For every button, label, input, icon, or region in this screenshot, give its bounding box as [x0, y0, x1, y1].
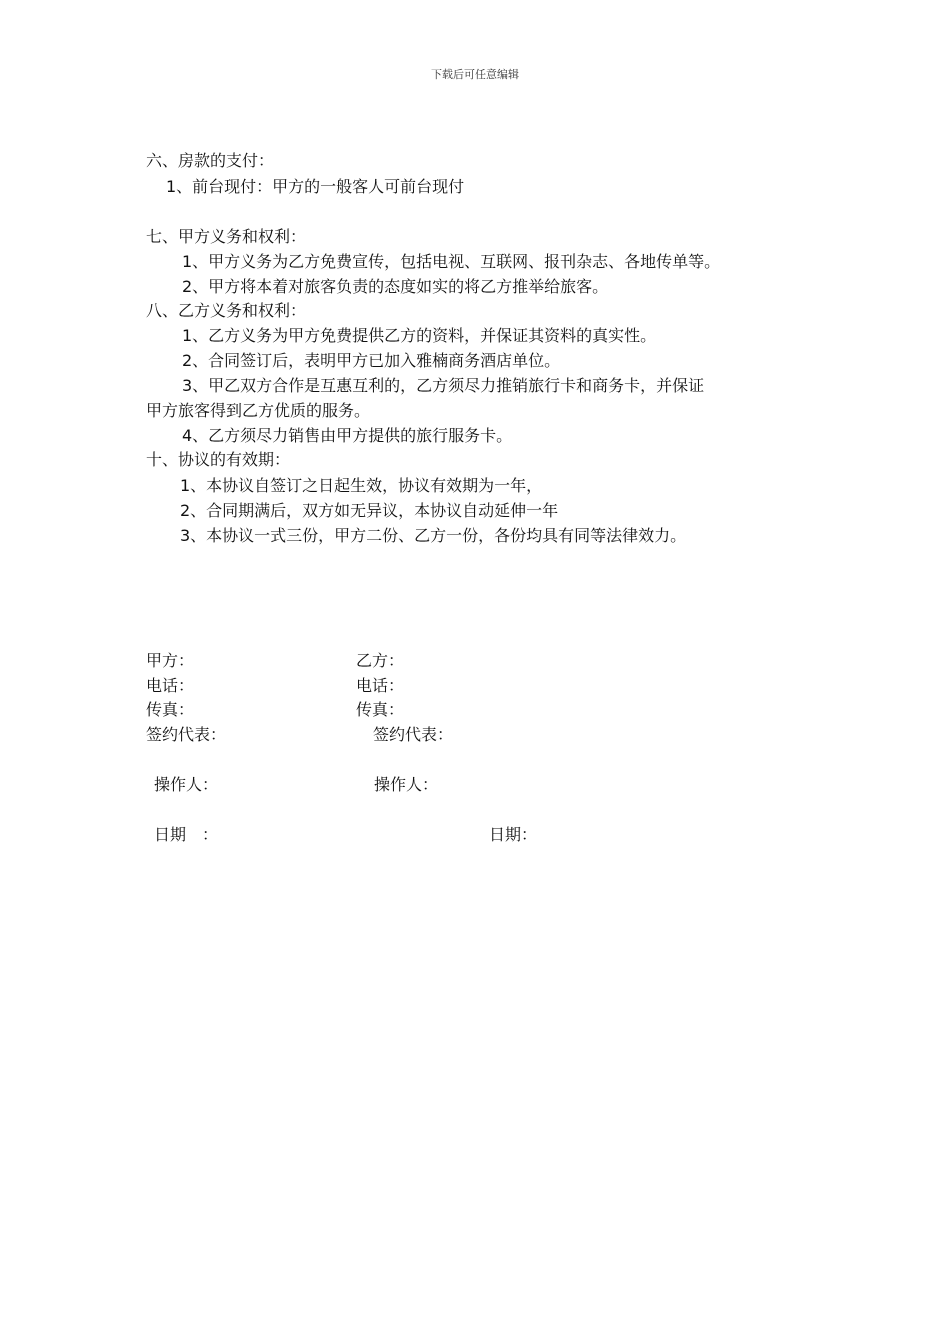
- clause-item: 1、乙方义务为甲方免费提供乙方的资料，并保证其资料的真实性。: [182, 326, 657, 345]
- party-a-date-label: 日期 ：: [154, 825, 219, 844]
- clause-item: 2、合同期满后，双方如无异议，本协议自动延伸一年: [180, 501, 559, 520]
- party-a-operator-label: 操作人：: [154, 775, 219, 794]
- page-header: 下载后可任意编辑: [431, 68, 519, 81]
- clause-item: 2、甲方将本着对旅客负责的态度如实的将乙方推举给旅客。: [182, 277, 609, 296]
- clause-item: 1、甲方义务为乙方免费宣传，包括电视、互联网、报刊杂志、各地传单等。: [182, 252, 721, 271]
- party-a-rep-label: 签约代表：: [146, 725, 227, 744]
- clause-item: 4、乙方须尽力销售由甲方提供的旅行服务卡。: [182, 426, 513, 445]
- section-title: 六、房款的支付：: [146, 151, 275, 170]
- section-title: 十、协议的有效期：: [146, 450, 291, 469]
- section-title: 八、乙方义务和权利：: [146, 301, 307, 320]
- party-a-label: 甲方：: [146, 651, 195, 670]
- clause-item: 3、本协议一式三份，甲方二份、乙方一份，各份均具有同等法律效力。: [180, 526, 687, 545]
- party-b-fax-label: 传真：: [356, 700, 405, 719]
- clause-item: 1、本协议自签订之日起生效，协议有效期为一年，: [180, 476, 543, 495]
- party-b-date-label: 日期：: [489, 825, 538, 844]
- clause-item: 1、前台现付：甲方的一般客人可前台现付: [166, 177, 465, 196]
- party-a-phone-label: 电话：: [146, 676, 195, 695]
- clause-item-continued: 甲方旅客得到乙方优质的服务。: [146, 401, 371, 420]
- party-b-phone-label: 电话：: [356, 676, 405, 695]
- party-b-label: 乙方：: [356, 651, 405, 670]
- party-a-fax-label: 传真：: [146, 700, 195, 719]
- clause-item: 3、甲乙双方合作是互惠互利的，乙方须尽力推销旅行卡和商务卡，并保证: [182, 376, 705, 395]
- party-b-operator-label: 操作人：: [374, 775, 439, 794]
- section-title: 七、甲方义务和权利：: [146, 227, 307, 246]
- party-b-rep-label: 签约代表：: [373, 725, 454, 744]
- clause-item: 2、合同签订后，表明甲方已加入雅楠商务酒店单位。: [182, 351, 561, 370]
